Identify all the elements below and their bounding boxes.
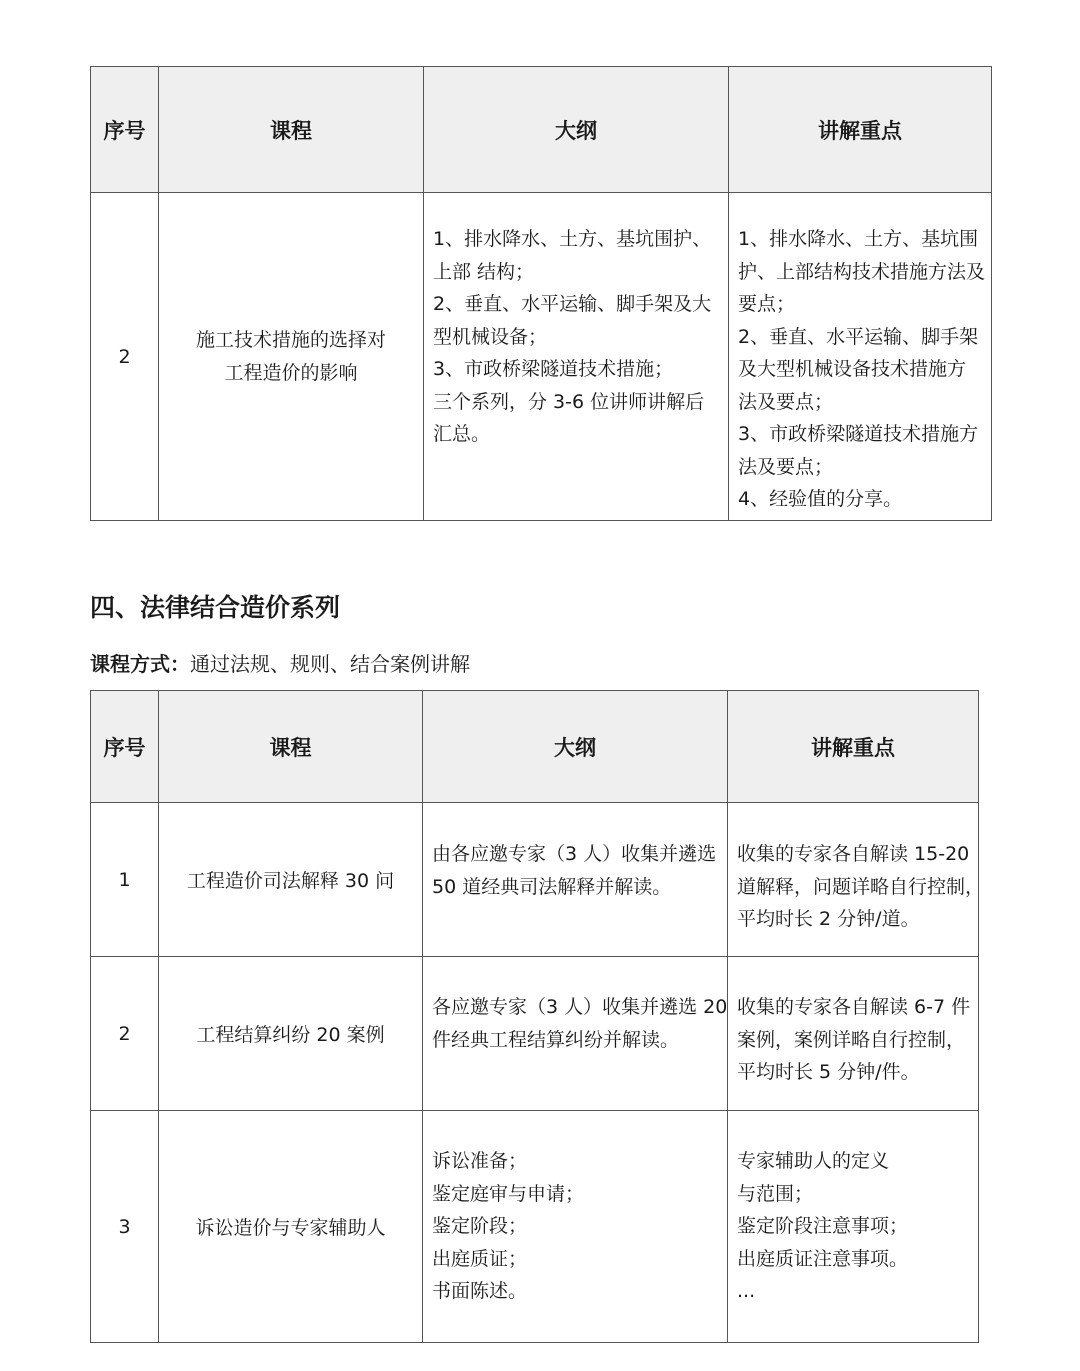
course-focus: 1、排水降水、土方、基坑围 护、上部结构技术措施方法及 要点； 2、垂直、水平运输、脚手架 及大型机械设备技术措施方 法及要点； 3、市政桥梁隧道技术措施方 法及要点； 4、经验值的分享。 bbox=[729, 193, 992, 521]
header-focus: 讲解重点 bbox=[728, 691, 979, 803]
header-outline: 大纲 bbox=[423, 691, 728, 803]
row-number: 1 bbox=[91, 803, 159, 957]
header-focus: 讲解重点 bbox=[729, 67, 992, 193]
course-outline: 由各应邀专家（3 人）收集并遴选 50 道经典司法解释并解读。 bbox=[423, 803, 728, 957]
course-focus: 收集的专家各自解读 6-7 件 案例，案例详略自行控制， 平均时长 5 分钟/件。 bbox=[728, 957, 979, 1111]
table-header-row bbox=[91, 67, 992, 193]
course-name: 施工技术措施的选择对 工程造价的影响 bbox=[159, 193, 424, 521]
course-name: 诉讼造价与专家辅助人 bbox=[159, 1111, 423, 1343]
course-table-legal bbox=[90, 690, 985, 1343]
course-table-construction bbox=[90, 66, 992, 521]
header-course: 课程 bbox=[159, 67, 424, 193]
table-row bbox=[91, 957, 979, 1111]
table-row bbox=[91, 193, 992, 521]
row-number: 2 bbox=[91, 957, 159, 1111]
course-name: 工程结算纠纷 20 案例 bbox=[159, 957, 423, 1111]
header-course: 课程 bbox=[159, 691, 423, 803]
course-name: 工程造价司法解释 30 问 bbox=[159, 803, 423, 957]
course-mode-text: 通过法规、规则、结合案例讲解 bbox=[190, 652, 470, 676]
course-mode bbox=[90, 648, 470, 677]
header-no: 序号 bbox=[91, 67, 159, 193]
table-row bbox=[91, 803, 979, 957]
row-number: 3 bbox=[91, 1111, 159, 1343]
course-focus: 收集的专家各自解读 15-20 道解释，问题详略自行控制， 平均时长 2 分钟/道。 bbox=[728, 803, 979, 957]
course-focus: 专家辅助人的定义 与范围； 鉴定阶段注意事项； 出庭质证注意事项。 ... bbox=[728, 1111, 979, 1343]
section-heading: 四、法律结合造价系列 bbox=[90, 593, 341, 622]
header-no: 序号 bbox=[91, 691, 159, 803]
row-number: 2 bbox=[91, 193, 159, 521]
course-outline: 诉讼准备； 鉴定庭审与申请； 鉴定阶段； 出庭质证； 书面陈述。 bbox=[423, 1111, 728, 1343]
header-outline: 大纲 bbox=[424, 67, 729, 193]
table-header-row bbox=[91, 691, 979, 803]
course-outline: 各应邀专家（3 人）收集并遴选 20 件经典工程结算纠纷并解读。 bbox=[423, 957, 728, 1111]
course-mode-label: 课程方式： bbox=[90, 652, 190, 676]
course-outline: 1、排水降水、土方、基坑围护、 上部 结构； 2、垂直、水平运输、脚手架及大 型机械设备； 3、市政桥梁隧道技术措施； 三个系列，分 3-6 位讲师讲解后 汇总。 bbox=[424, 193, 729, 521]
table-row bbox=[91, 1111, 979, 1343]
